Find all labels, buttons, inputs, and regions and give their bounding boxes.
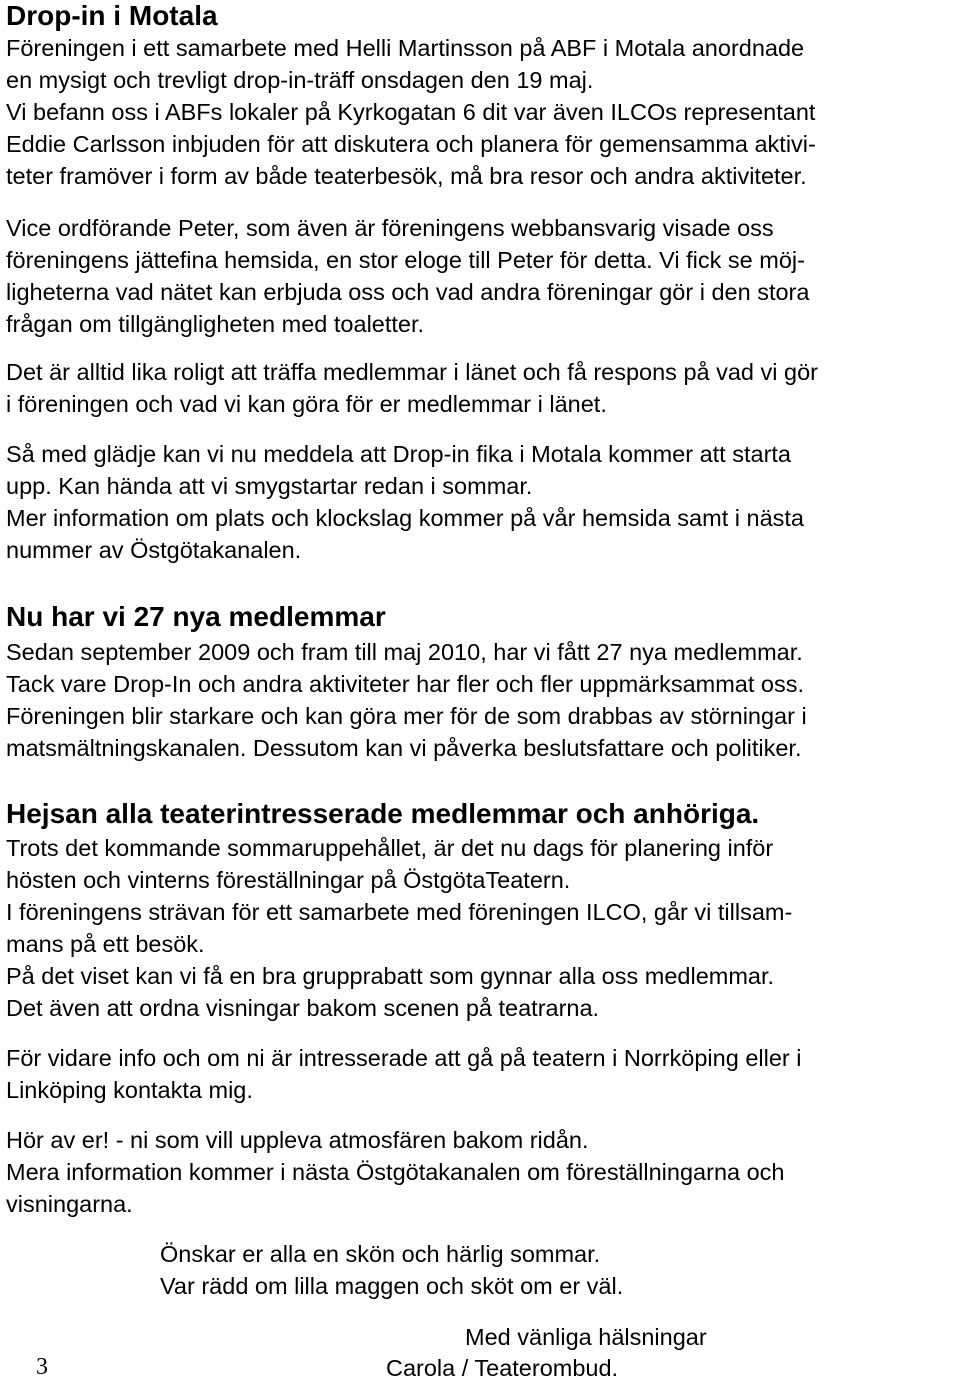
- body-line: I föreningens strävan för ett samarbete med föreningen ILCO, går vi tillsam-: [6, 899, 793, 925]
- body-line: Mer information om plats och klockslag kommer på vår hemsida samt i nästa: [6, 505, 805, 531]
- body-line: upp. Kan hända att vi smygstartar redan i sommar.: [6, 473, 533, 499]
- body-line: Det är alltid lika roligt att träffa medlemmar i länet och få respons på vad vi gör: [6, 359, 819, 385]
- body-line: hösten och vinterns föreställningar på ÖstgötaTeatern.: [6, 867, 571, 893]
- page-number: 3: [36, 1354, 48, 1380]
- body-line: ligheterna vad nätet kan erbjuda oss och vad andra föreningar gör i den stora: [6, 279, 810, 305]
- body-line: i föreningen och vad vi kan göra för er medlemmar i länet.: [6, 391, 607, 417]
- body-line: Så med glädje kan vi nu meddela att Drop-in fika i Motala kommer att starta: [6, 441, 792, 467]
- signature-greeting: Med vänliga hälsningar: [465, 1324, 707, 1350]
- body-line: Vi befann oss i ABFs lokaler på Kyrkogatan 6 dit var även ILCOs representant: [6, 99, 816, 125]
- section-heading-theatre: Hejsan alla teaterintresserade medlemmar och anhöriga.: [6, 798, 760, 829]
- body-line: Vice ordförande Peter, som även är föreningens webbansvarig visade oss: [6, 215, 774, 241]
- body-line: mans på ett besök.: [6, 931, 205, 957]
- body-line: För vidare info och om ni är intresserade att gå på teatern i Norrköping eller i: [6, 1045, 802, 1071]
- body-line: På det viset kan vi få en bra grupprabatt som gynnar alla oss medlemmar.: [6, 963, 775, 989]
- body-line: nummer av Östgötakanalen.: [6, 537, 302, 563]
- closing-line: Önskar er alla en skön och härlig sommar.: [160, 1241, 601, 1267]
- body-line: Eddie Carlsson inbjuden för att diskutera och planera för gemensamma aktivi-: [6, 131, 816, 157]
- body-line: Det även att ordna visningar bakom scenen på teatrarna.: [6, 995, 600, 1021]
- body-line: Tack vare Drop-In och andra aktiviteter har fler och fler uppmärksammat oss.: [6, 671, 805, 697]
- body-line: visningarna.: [6, 1191, 133, 1217]
- body-line: Hör av er! - ni som vill uppleva atmosfären bakom ridån.: [6, 1127, 589, 1153]
- closing-line: Var rädd om lilla maggen och sköt om er väl.: [160, 1273, 624, 1299]
- body-line: teter framöver i form av både teaterbesök, må bra resor och andra aktiviteter.: [6, 163, 807, 189]
- body-line: Mera information kommer i nästa Östgötakanalen om föreställningarna och: [6, 1159, 785, 1185]
- section-heading-new-members: Nu har vi 27 nya medlemmar: [6, 601, 386, 632]
- body-line: föreningens jättefina hemsida, en stor eloge till Peter för detta. Vi fick se möj-: [6, 247, 805, 273]
- section-heading-drop-in: Drop-in i Motala: [6, 0, 218, 31]
- body-line: Linköping kontakta mig.: [6, 1077, 253, 1103]
- body-line: matsmältningskanalen. Dessutom kan vi påverka beslutsfattare och politiker.: [6, 735, 802, 761]
- body-line: Sedan september 2009 och fram till maj 2010, har vi fått 27 nya medlemmar.: [6, 639, 803, 665]
- body-line: en mysigt och trevligt drop-in-träff onsdagen den 19 maj.: [6, 67, 594, 93]
- body-line: frågan om tillgängligheten med toaletter.: [6, 311, 425, 337]
- body-line: Trots det kommande sommaruppehållet, är det nu dags för planering inför: [6, 835, 774, 861]
- body-line: Föreningen i ett samarbete med Helli Martinsson på ABF i Motala anordnade: [6, 35, 805, 61]
- body-line: Föreningen blir starkare och kan göra mer för de som drabbas av störningar i: [6, 703, 807, 729]
- signature-name: Carola / Teaterombud.: [386, 1355, 619, 1381]
